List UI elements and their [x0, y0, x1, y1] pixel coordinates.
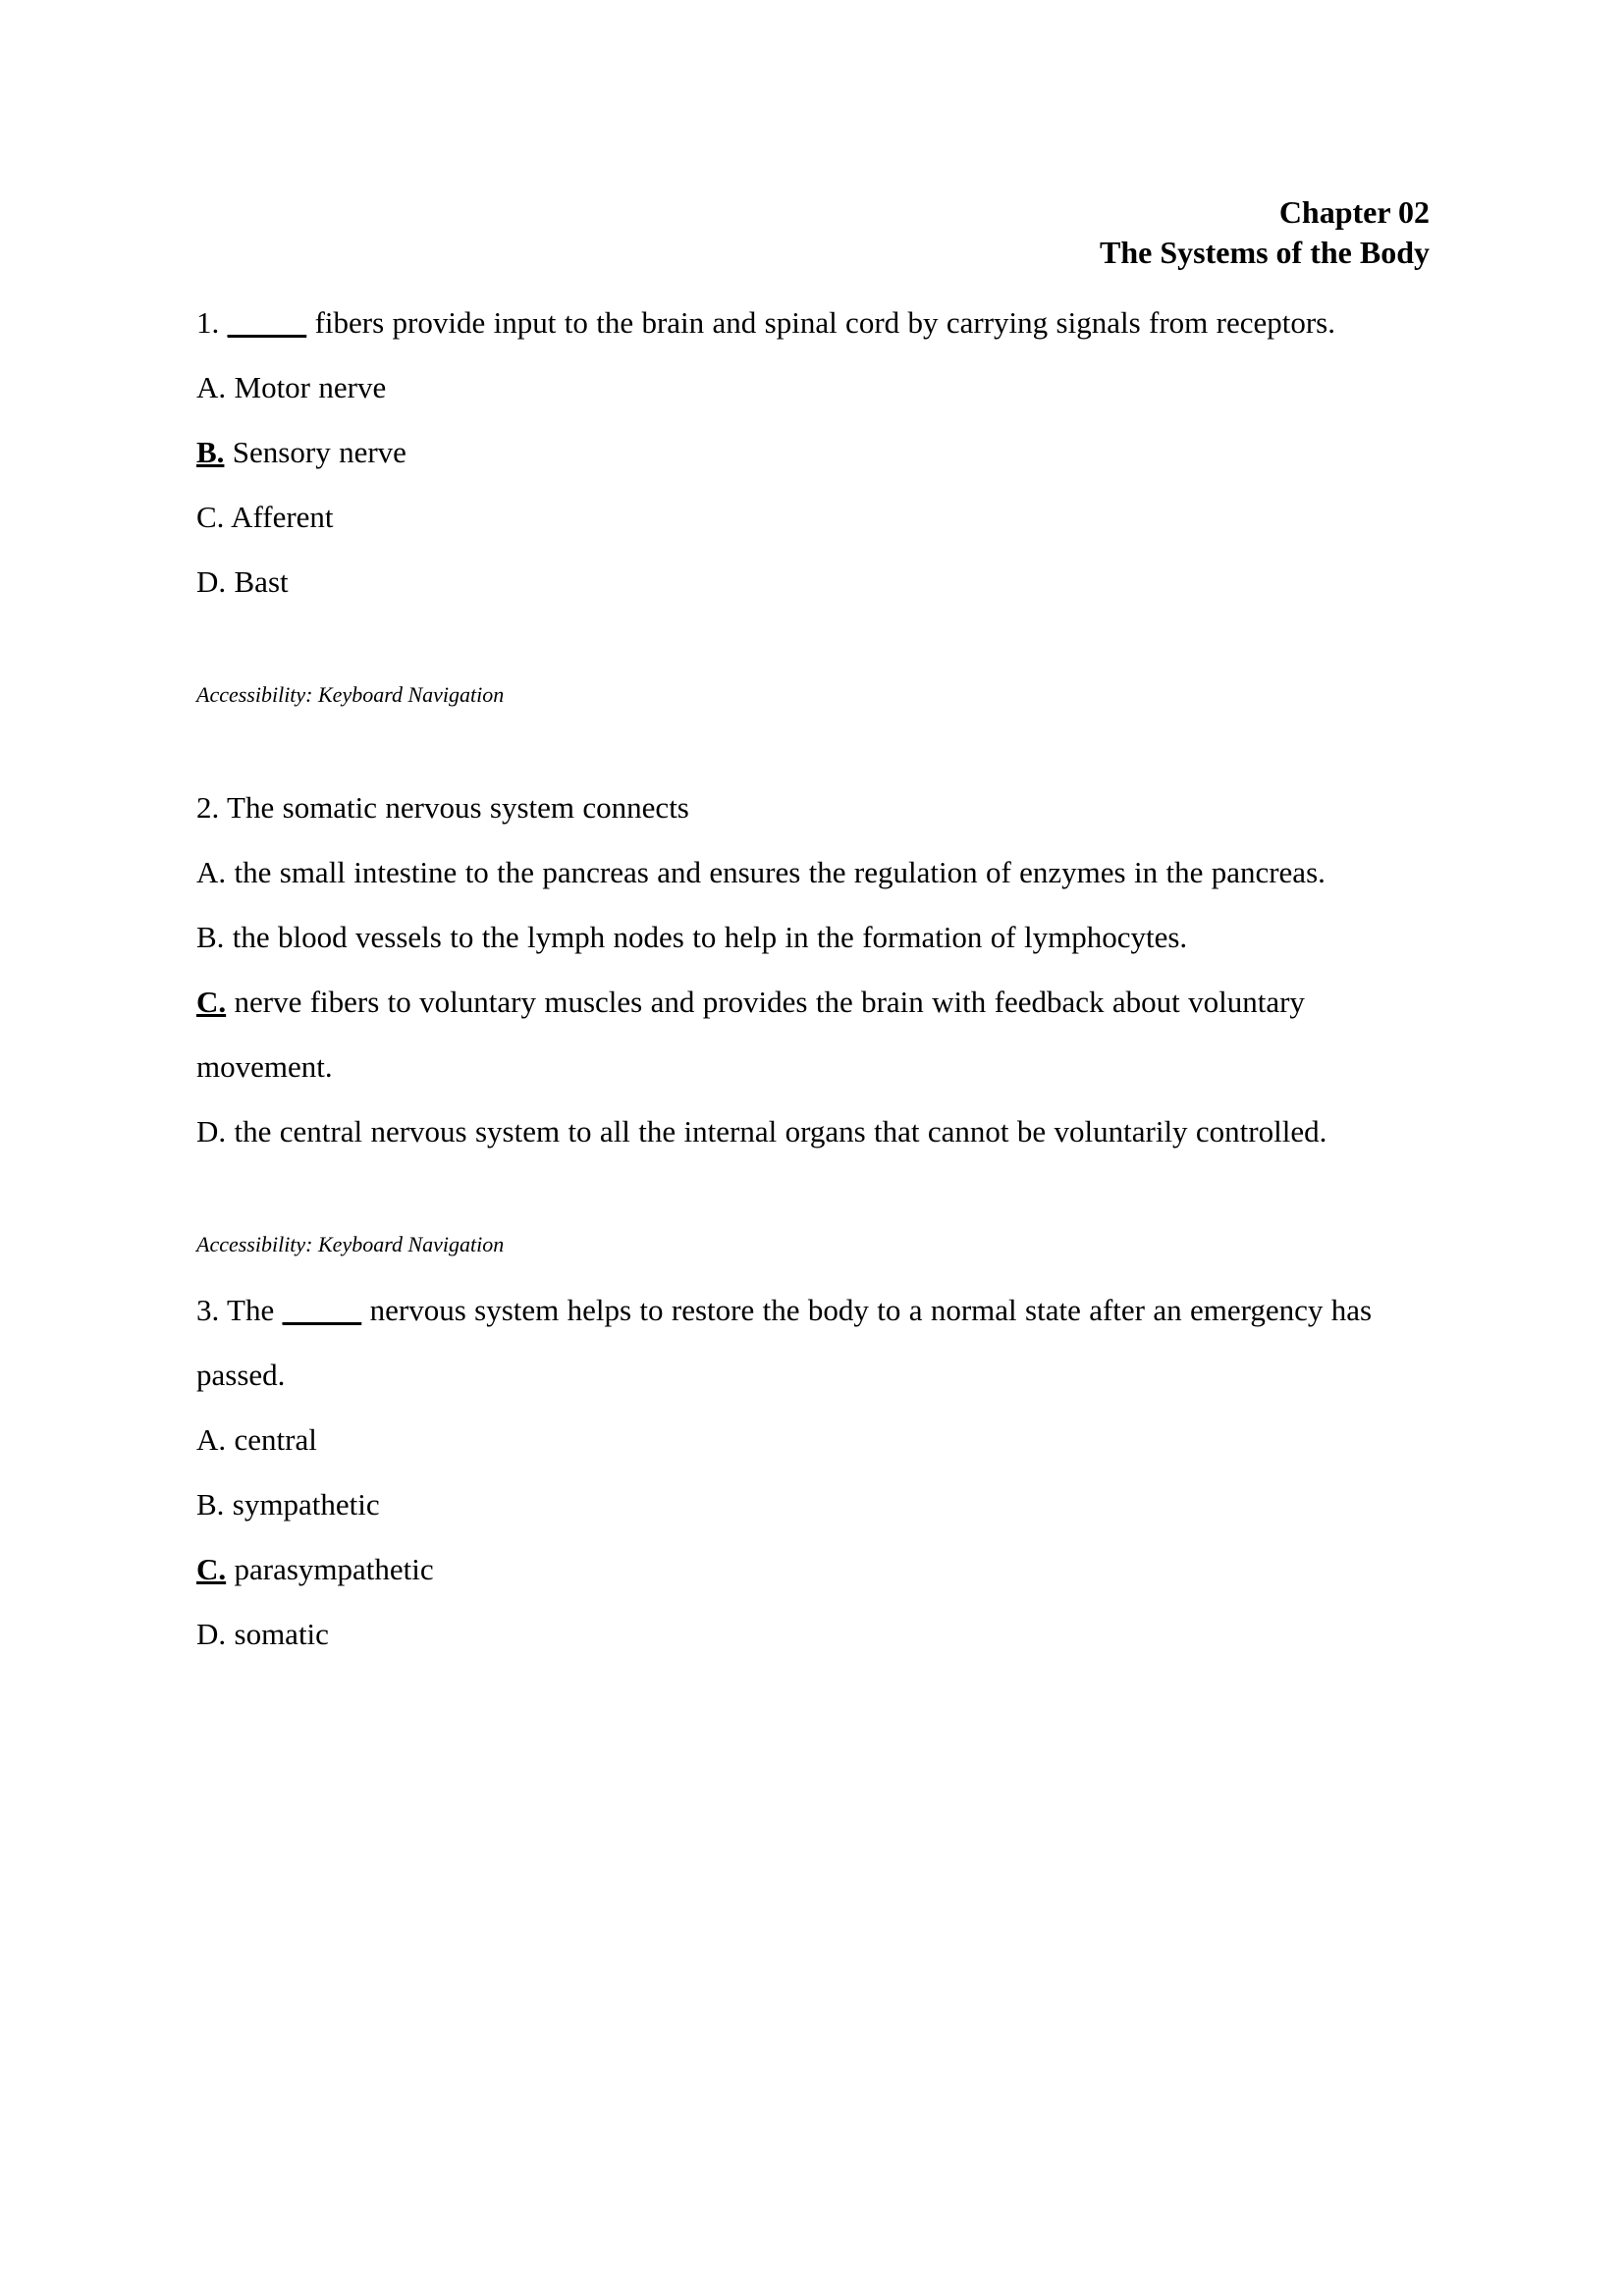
- question-3-option-c[interactable]: [196, 1537, 1430, 1602]
- question-3-option-d-text: somatic: [226, 1616, 329, 1651]
- question-1-option-c[interactable]: [196, 485, 1430, 550]
- header-title-line: The Systems of the Body: [1099, 234, 1430, 270]
- question-3-option-b-text: sympathetic: [224, 1486, 380, 1522]
- question-2-option-b[interactable]: [196, 905, 1430, 970]
- question-3-option-d-letter: D.: [196, 1616, 227, 1651]
- question-2-option-d-text: the central nervous system to all the internal organs that cannot be voluntarily controlled.: [226, 1113, 1327, 1148]
- question-1-option-d[interactable]: [196, 550, 1430, 614]
- question-2-option-d-letter: D.: [196, 1113, 227, 1148]
- question-3-option-a[interactable]: [196, 1408, 1430, 1472]
- spacer: [196, 715, 1430, 775]
- question-1-option-d-letter: D.: [196, 563, 227, 599]
- question-2-option-b-text: the blood vessels to the lymph nodes to help in the formation of lymphocytes.: [224, 919, 1188, 954]
- question-1-blank: _____: [227, 304, 307, 340]
- question-1-accessibility-note: Accessibility: Keyboard Navigation: [196, 681, 505, 707]
- question-1-option-c-text: Afferent: [224, 499, 334, 534]
- question-2-option-b-letter: B.: [196, 919, 225, 954]
- question-block-3: [196, 1278, 1430, 1667]
- question-2-option-c[interactable]: [196, 970, 1430, 1099]
- spacer: [196, 1264, 1430, 1278]
- question-2-option-a-text: the small intestine to the pancreas and ensures the regulation of enzymes in the pancreas.: [226, 854, 1326, 889]
- document-header: [196, 192, 1430, 273]
- question-block-2: [196, 775, 1430, 1264]
- header-chapter-line: Chapter 02: [1278, 194, 1430, 230]
- question-2-option-a-letter: A.: [196, 854, 227, 889]
- question-3-option-b-letter: B.: [196, 1486, 225, 1522]
- question-3-option-d[interactable]: [196, 1602, 1430, 1667]
- spacer: [196, 1164, 1430, 1225]
- question-3-stem-pre: 3. The: [196, 1292, 283, 1327]
- question-1-stem-post: fibers provide input to the brain and spinal cord by carrying signals from receptors.: [306, 304, 1335, 340]
- question-block-1: [196, 291, 1430, 715]
- question-1-stem: [196, 291, 1430, 355]
- question-1-option-d-text: Bast: [226, 563, 289, 599]
- question-2-option-c-letter: C.: [196, 984, 227, 1019]
- question-2-option-a[interactable]: [196, 840, 1430, 905]
- spacer: [196, 614, 1430, 675]
- question-3-option-b[interactable]: [196, 1472, 1430, 1537]
- question-3-option-c-letter: C.: [196, 1551, 227, 1586]
- question-1-option-a-letter: A.: [196, 369, 227, 404]
- question-1-option-b[interactable]: [196, 420, 1430, 485]
- question-1-option-a-text: Motor nerve: [226, 369, 387, 404]
- question-3-stem: [196, 1278, 1430, 1408]
- question-1-stem-pre: 1.: [196, 304, 228, 340]
- document-content: [196, 192, 1430, 1667]
- question-1-option-c-letter: C.: [196, 499, 225, 534]
- question-2-option-c-text: nerve fibers to voluntary muscles and provides the brain with feedback about voluntary movement.: [196, 984, 1305, 1084]
- question-1-option-b-text: Sensory nerve: [224, 434, 406, 469]
- question-3-option-a-text: central: [226, 1421, 317, 1457]
- question-2-stem: 2. The somatic nervous system connects: [196, 789, 689, 825]
- question-3-option-a-letter: A.: [196, 1421, 227, 1457]
- question-1-option-b-letter: B.: [196, 434, 225, 469]
- question-3-blank: _____: [282, 1292, 362, 1327]
- question-2-option-d[interactable]: [196, 1099, 1430, 1164]
- question-3-stem-post: nervous system helps to restore the body to a normal state after an emergency has passed.: [196, 1292, 1373, 1392]
- question-2-accessibility-note: Accessibility: Keyboard Navigation: [196, 1231, 505, 1256]
- question-3-option-c-text: parasympathetic: [226, 1551, 434, 1586]
- question-1-option-a[interactable]: [196, 355, 1430, 420]
